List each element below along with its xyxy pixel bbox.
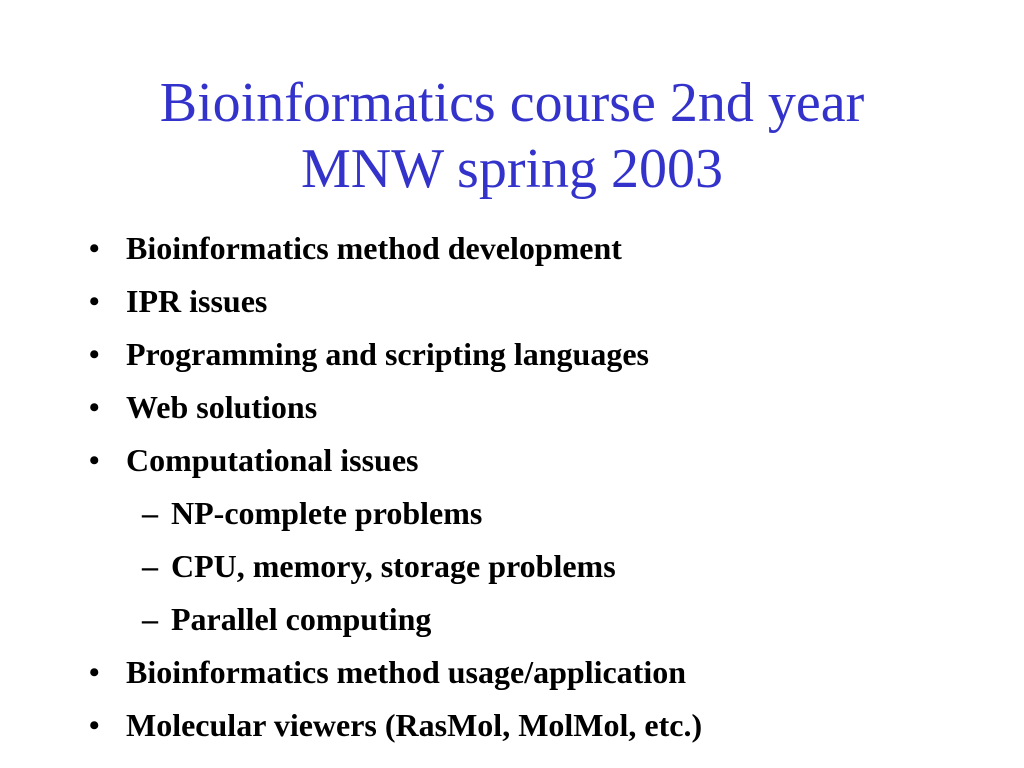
- bullet-text: Molecular viewers (RasMol, MolMol, etc.): [126, 707, 703, 743]
- sub-bullet-text: Parallel computing: [171, 601, 432, 637]
- bullet-marker: •: [89, 444, 100, 477]
- bullet-item: [0, 328, 1024, 381]
- bullet-marker: •: [89, 232, 100, 265]
- bullet-item: [0, 222, 1024, 275]
- bullet-marker: •: [89, 656, 100, 689]
- bullet-marker: •: [89, 709, 100, 742]
- slide-title: [0, 70, 1024, 202]
- bullet-text: Programming and scripting languages: [126, 336, 649, 372]
- bullet-text: IPR issues: [126, 283, 268, 319]
- bullet-marker: •: [89, 285, 100, 318]
- bullet-item: [0, 381, 1024, 434]
- bullet-marker: •: [89, 391, 100, 424]
- slide-title-line-2: MNW spring 2003: [300, 138, 724, 200]
- sub-bullet-text: CPU, memory, storage problems: [171, 548, 616, 584]
- bullet-list: [0, 222, 1024, 752]
- dash-marker: –: [142, 601, 158, 637]
- bullet-text: Web solutions: [126, 389, 318, 425]
- slide-title-line-1: Bioinformatics course 2nd year: [159, 72, 865, 134]
- bullet-text: Bioinformatics method usage/application: [126, 654, 687, 690]
- dash-marker: –: [142, 548, 158, 584]
- bullet-item: [0, 646, 1024, 699]
- bullet-text: Bioinformatics method development: [126, 230, 622, 266]
- bullet-marker: •: [89, 338, 100, 371]
- bullet-item: [0, 699, 1024, 752]
- sub-bullet-item: [0, 487, 1024, 540]
- sub-bullet-item: [0, 593, 1024, 646]
- bullet-item: [0, 275, 1024, 328]
- bullet-text: Computational issues: [126, 442, 419, 478]
- sub-bullet-item: [0, 540, 1024, 593]
- sub-bullet-text: NP-complete problems: [171, 495, 483, 531]
- bullet-item: [0, 434, 1024, 487]
- dash-marker: –: [142, 495, 158, 531]
